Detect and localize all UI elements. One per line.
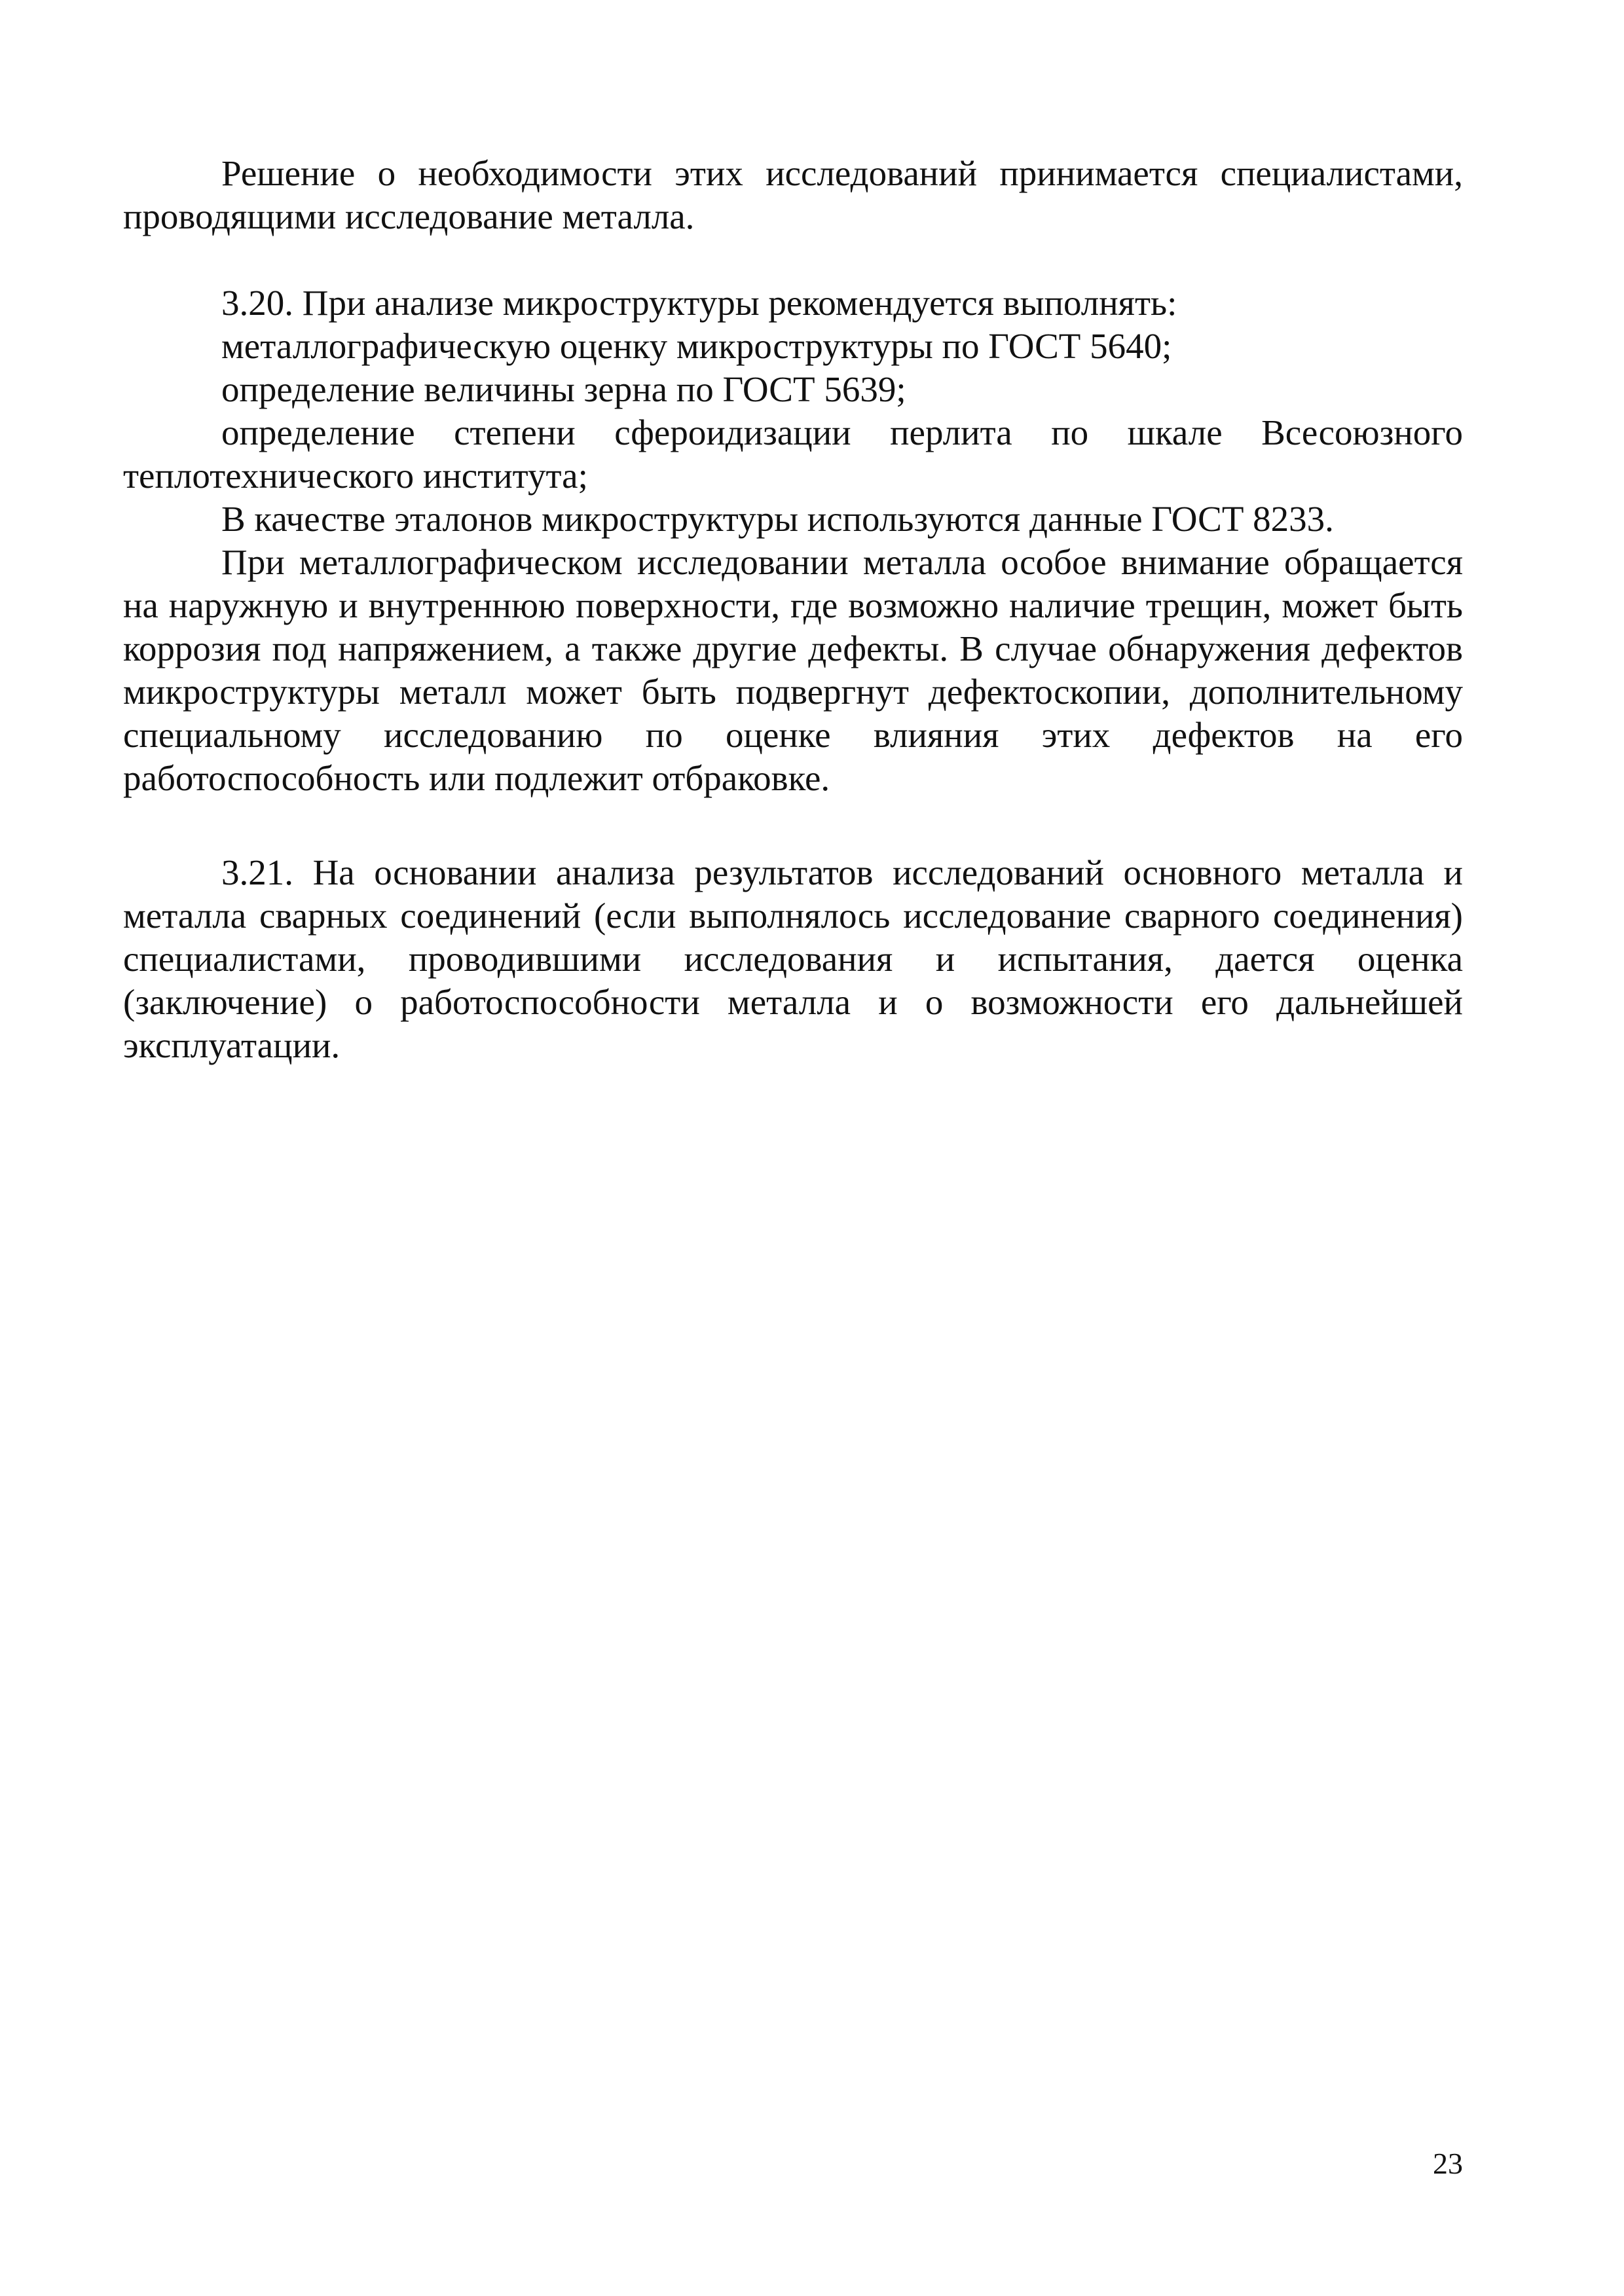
paragraph-3-20-heading: 3.20. При анализе микроструктуры рекомендуется выполнять: — [221, 283, 1177, 323]
paragraph-gost-5640: металлографическую оценку микроструктуры по ГОСТ 5640; — [221, 326, 1172, 366]
paragraph-decision: Решение о необходимости этих исследований принимается специалистами, проводящими исследование металла. — [123, 153, 1463, 236]
paragraph-metallographic-study: При металлографическом исследовании металла особое внимание обращается на наружную и внутреннюю поверхности, где возможно наличие трещин, может быть коррозия под напряжением, а также другие дефекты. В случае обнаружения дефектов микроструктуры металл может быть подвергнут дефектоскопии, дополнительному специальному исследованию по оценке влияния этих дефектов на его работоспособность или подлежит отбраковке. — [123, 542, 1463, 798]
section-intro — [123, 152, 1463, 238]
section-3-20 — [123, 282, 1463, 800]
paragraph-spheroidization: определение степени сфероидизации перлита по шкале Всесоюзного теплотехнического института; — [123, 412, 1463, 496]
paragraph-gost-8233: В качестве эталонов микроструктуры используются данные ГОСТ 8233. — [221, 499, 1334, 539]
paragraph-gost-5639: определение величины зерна по ГОСТ 5639; — [221, 369, 906, 409]
page-number: 23 — [1433, 2147, 1463, 2180]
paragraph-3-21: 3.21. На основании анализа результатов исследований основного металла и металла сварных соединений (если выполнялось исследование сварного соединения) специалистами, проводившими исследования и испытания, дается оценка (заключение) о работоспособности металла и о возможности его дальнейшей эксплуатации. — [123, 852, 1463, 1065]
section-3-21 — [123, 851, 1463, 1067]
